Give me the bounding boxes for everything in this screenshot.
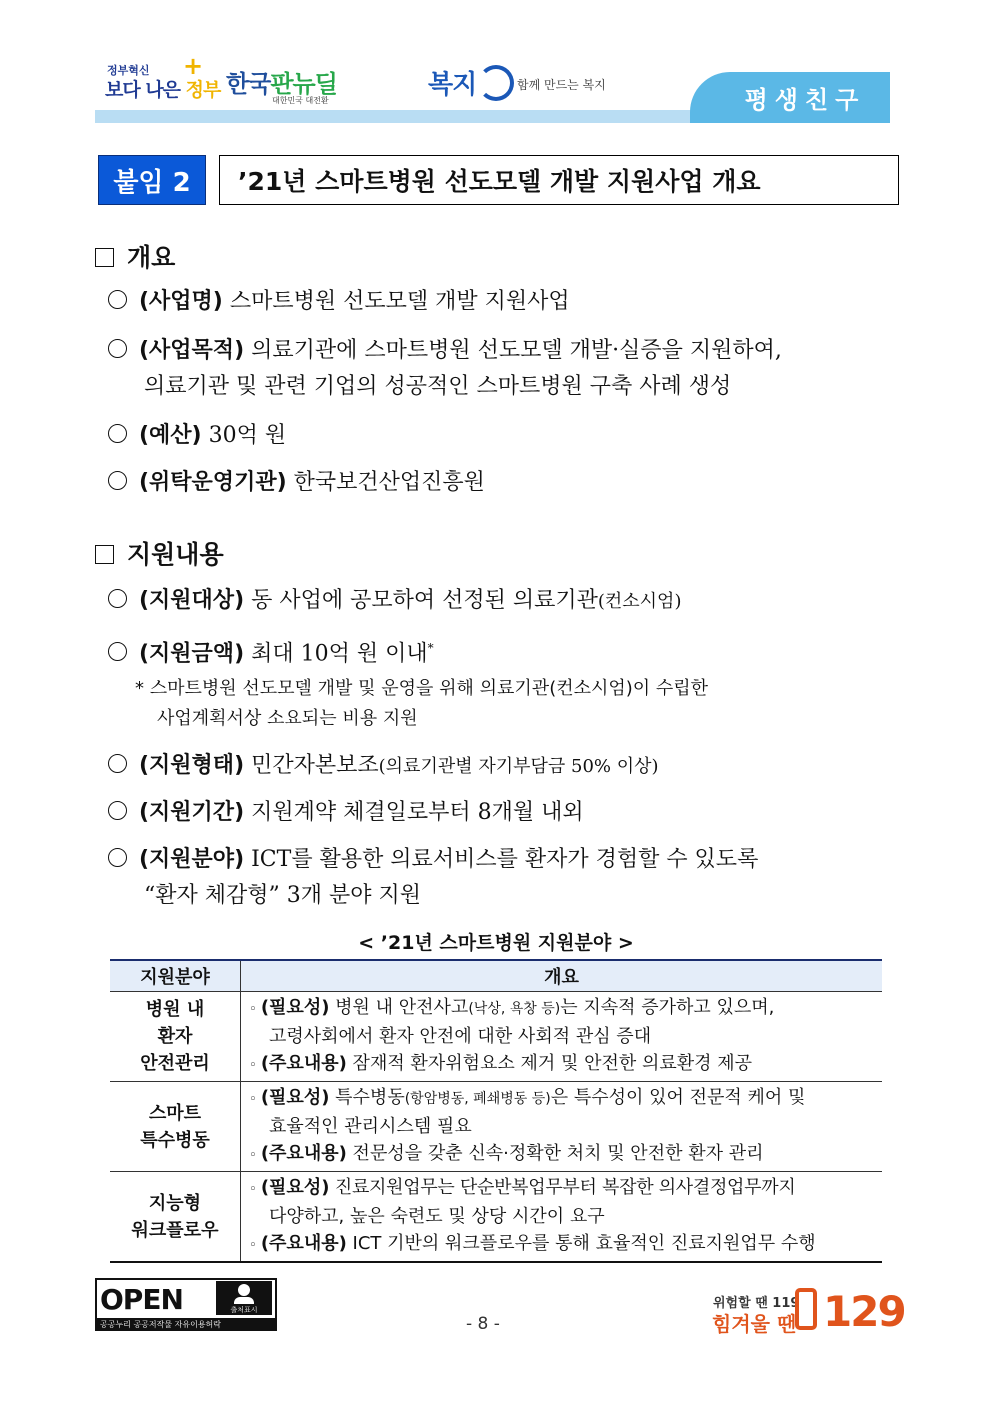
item-label: (지원대상) [139, 588, 245, 613]
page-title: ’21년 스마트병원 선도모델 개발 지원사업 개요 [219, 155, 899, 205]
header-badge-text: 평생친구 [744, 86, 866, 114]
table-row [110, 1172, 882, 1263]
item-text: 한국보건산업진흥원 [286, 470, 485, 495]
need-line [241, 994, 882, 1023]
description-cell [241, 992, 883, 1082]
footnote-mark: * [427, 641, 434, 655]
welfare-ring-icon [478, 65, 514, 101]
need-line [241, 1174, 882, 1203]
new-deal-subtitle: 대한민국 대전환 [272, 96, 329, 105]
footnote-line: * 스마트병원 선도모델 개발 및 운영을 위해 의료기관(컨소시엄)이 수립한 [135, 678, 709, 699]
circle-bullet-icon [108, 589, 127, 608]
field-line: 안전관리 [140, 1053, 210, 1074]
table-row [110, 1082, 882, 1172]
item-label: (지원형태) [139, 753, 245, 778]
main-text: 전문성을 갖춘 신속·정확한 처치 및 안전한 환자 관리 [346, 1143, 764, 1164]
need-small: (항암병동, 폐쇄병동 등) [404, 1091, 551, 1107]
hotline-number: 129 [823, 1287, 905, 1336]
need-text: 는 지속적 증가하고 있으며, [560, 997, 775, 1018]
person-icon [216, 1281, 272, 1315]
need-text: 진료지원업무는 단순반복업무부터 복잡한 의사결정업무까지 [329, 1177, 796, 1198]
item-text: 스마트병원 선도모델 개발 지원사업 [222, 289, 570, 314]
phone-icon [795, 1288, 817, 1330]
item-text: ICT를 활용한 의료서비스를 환자가 경험할 수 있도록 [244, 847, 759, 872]
bullet-icon: ◦ [249, 1002, 261, 1017]
person-head [238, 1284, 250, 1296]
circle-bullet-icon [108, 801, 127, 820]
attachment-label: 붙임 2 [98, 155, 206, 205]
footnote-line: 사업계획서상 소요되는 비용 지원 [157, 708, 418, 729]
main-line [241, 1050, 882, 1079]
circle-bullet-icon [108, 642, 127, 661]
need-label: (필요성) [260, 1177, 330, 1198]
column-header: 지원분야 [110, 960, 241, 992]
item-label: (위탁운영기관) [139, 470, 287, 495]
welfare-logo: 복지 [428, 70, 477, 100]
description-cell [241, 1082, 883, 1172]
plus-icon: + [183, 52, 204, 80]
main-label: (주요내용) [260, 1143, 347, 1164]
item-text: 동 사업에 공모하여 선정된 의료기관 [244, 588, 598, 613]
need-continuation: 효율적인 관리시스템 필요 [269, 1116, 472, 1137]
need-label: (필요성) [260, 997, 330, 1018]
new-deal-text-a: 한국 [226, 70, 271, 98]
field-cell [110, 1082, 241, 1172]
gov-logo-text-b: 정부 [185, 79, 221, 101]
square-bullet-icon [95, 545, 114, 564]
item-text: 민간자본보조 [244, 753, 379, 778]
item-continuation: “환자 체감형” 3개 분야 지원 [144, 883, 421, 908]
square-bullet-icon [95, 248, 114, 267]
item-label: (지원금액) [139, 641, 245, 667]
item-small-text: (컨소시엄) [597, 591, 682, 612]
attribution-label: 출처표시 [230, 1306, 258, 1314]
support-item-target [108, 583, 898, 620]
item-text: 의료기관에 스마트병원 선도모델 개발·실증을 지원하여, [244, 338, 782, 363]
item-text: 30억 원 [201, 423, 287, 448]
field-line: 지능형 [148, 1192, 202, 1214]
bullet-icon: ◦ [249, 1182, 261, 1197]
need-text: 은 특수성이 있어 전문적 케어 및 [550, 1087, 806, 1108]
bullet-icon: ◦ [249, 1058, 261, 1073]
bullet-icon: ◦ [249, 1238, 261, 1253]
person-body [234, 1297, 254, 1304]
item-label: (사업목적) [139, 338, 245, 363]
circle-bullet-icon [108, 754, 127, 773]
item-label: (지원분야) [139, 847, 245, 872]
circle-bullet-icon [108, 424, 127, 443]
field-line: 스마트 [148, 1102, 202, 1124]
hotline-top-text: 위험할 땐 119 [713, 1296, 800, 1311]
need-continuation: 다양하고, 높은 숙련도 및 상당 시간이 요구 [269, 1206, 605, 1227]
main-line [241, 1140, 882, 1169]
bullet-icon: ◦ [249, 1092, 261, 1107]
gov-logo-text-a: 보다 나은 [105, 79, 181, 101]
overview-item-agency [108, 465, 898, 501]
description-cell [241, 1172, 883, 1263]
support-item-period [108, 795, 898, 831]
support-item-amount [108, 630, 898, 672]
need-text: 병원 내 안전사고 [329, 997, 469, 1018]
item-continuation: 의료기관 및 관련 기업의 성공적인 스마트병원 구축 사례 생성 [144, 374, 732, 399]
need-label: (필요성) [260, 1087, 330, 1108]
field-line: 특수병동 [140, 1129, 210, 1151]
main-line [241, 1230, 882, 1259]
section-heading-text: 개요 [127, 243, 176, 272]
gov-innovation-logo-top: 정부혁신 [107, 64, 150, 77]
need-line [241, 1084, 882, 1113]
page-number: - 8 - [466, 1314, 500, 1334]
need-small: (낙상, 욕창 등) [468, 1001, 561, 1017]
item-label: (예산) [139, 423, 202, 448]
bullet-icon: ◦ [249, 1148, 261, 1163]
item-label: (지원기간) [139, 800, 245, 825]
main-label: (주요내용) [260, 1233, 347, 1254]
need-text: 특수병동 [329, 1087, 405, 1108]
field-line: 워크플로우 [131, 1219, 219, 1241]
welfare-slogan: 함께 만드는 복지 [517, 78, 606, 92]
table-header-row [110, 960, 882, 992]
field-cell [110, 992, 241, 1082]
circle-bullet-icon [108, 471, 127, 490]
circle-bullet-icon [108, 290, 127, 309]
item-text: 지원계약 체결일로부터 8개월 내외 [244, 800, 584, 825]
main-text: 잠재적 환자위험요소 제거 및 안전한 의료환경 제공 [346, 1053, 753, 1074]
item-label: (사업명) [139, 289, 223, 314]
overview-item-purpose [108, 333, 898, 405]
section-heading-support [95, 535, 224, 571]
korean-new-deal-logo [226, 64, 337, 99]
open-license-text: OPEN [100, 1283, 183, 1316]
field-line: 병원 내 [145, 999, 205, 1020]
main-text: ICT 기반의 워크플로우를 통해 효율적인 진료지원업무 수행 [346, 1233, 816, 1254]
amount-footnote [135, 674, 900, 734]
item-text: 최대 10억 원 이내 [244, 641, 428, 667]
circle-bullet-icon [108, 339, 127, 358]
overview-item-name [108, 284, 898, 320]
new-deal-text-b: 판뉴딜 [270, 70, 337, 98]
hotline-bottom-text: 힘겨울 땐 [712, 1312, 797, 1336]
field-cell [110, 1172, 241, 1263]
circle-bullet-icon [108, 848, 127, 867]
support-item-field [108, 842, 898, 914]
need-continuation: 고령사회에서 환자 안전에 대한 사회적 관심 증대 [269, 1026, 652, 1047]
column-header: 개요 [241, 960, 883, 992]
table-row [110, 992, 882, 1082]
open-license-caption: 공공누리 공공저작물 자유이용허락 [97, 1318, 275, 1331]
support-item-form [108, 748, 898, 785]
overview-item-budget [108, 418, 898, 454]
main-label: (주요내용) [260, 1053, 347, 1074]
section-heading-overview [95, 238, 175, 274]
support-field-table [110, 959, 882, 1263]
table-caption: < ’21년 스마트병원 지원분야 > [358, 932, 634, 954]
item-small-text: (의료기관별 자기부담금 50% 이상) [378, 756, 659, 777]
section-heading-text: 지원내용 [127, 540, 224, 569]
field-line: 환자 [157, 1026, 193, 1047]
